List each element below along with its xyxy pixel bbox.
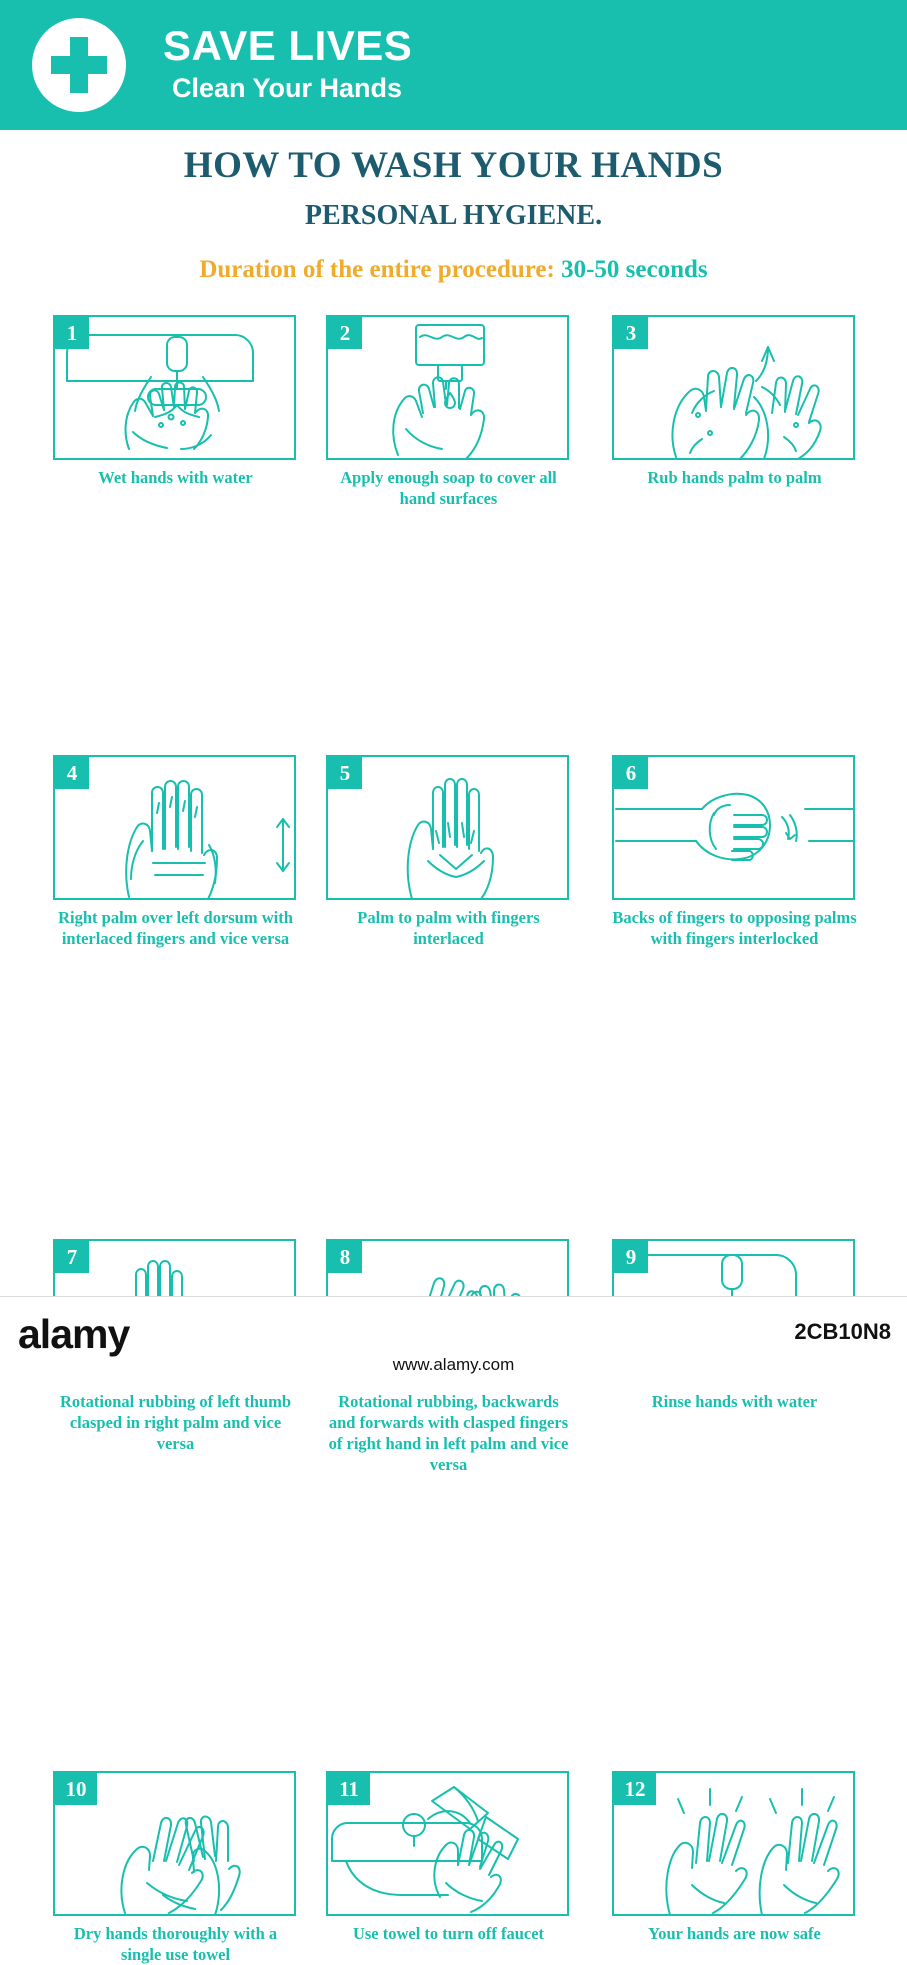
steps-row [0,525,907,948]
step-number-badge: 2 [328,317,362,349]
step-caption: Apply enough soap to cover all hand surfaces [340,468,557,508]
palm-to-palm-rub-icon [614,317,855,460]
step-illustration-3 [612,315,855,460]
step-illustration-2 [326,315,569,460]
step-number-badge: 12 [614,1773,656,1805]
duration-value: 30-50 seconds [561,256,708,283]
step-illustration-11 [326,1771,569,1916]
step-illustration-10 [53,1771,296,1916]
steps-row [0,305,907,525]
step-caption: Rub hands palm to palm [647,468,822,487]
step-caption: Rotational rubbing, backwards and forwards with clasped fingers of right hand in left palm and vice versa [328,1392,569,1474]
step-number-badge: 4 [55,757,89,789]
alamy-logo: alamy [18,1311,130,1357]
step-number-badge: 5 [328,757,362,789]
duration-line [0,256,907,284]
page-title: HOW TO WASH YOUR HANDS [183,145,724,186]
step-caption: Palm to palm with fingers interlaced [357,908,540,948]
step-card-11 [326,1771,571,1944]
step-caption: Right palm over left dorsum with interlaced fingers and vice versa [58,908,293,948]
step-card-1 [53,315,298,488]
header-title: SAVE LIVES [163,22,413,69]
step-number-badge: 9 [614,1241,648,1273]
duration-label: Duration of the entire procedure: [199,256,555,283]
website-url: www.alamy.com [392,1355,515,1374]
step-number-badge: 11 [328,1773,370,1805]
stock-footer [0,1296,907,1391]
step-card-10 [53,1771,298,1965]
step-card-12 [612,1771,857,1944]
image-id: 2CB10N8 [794,1319,891,1344]
step-number-badge: 6 [614,757,648,789]
step-caption: Use towel to turn off faucet [352,1924,545,1943]
step-card-3 [612,315,857,488]
step-illustration-12 [612,1771,855,1916]
step-caption: Your hands are now safe [648,1924,821,1943]
step-caption: Wet hands with water [98,468,253,487]
step-number-badge: 10 [55,1773,97,1805]
step-illustration-1 [53,315,296,460]
step-caption: Rinse hands with water [651,1392,818,1411]
step-card-2 [326,315,571,509]
step-caption: Dry hands thoroughly with a single use towel [73,1924,278,1964]
step-number-badge: 8 [328,1241,362,1273]
step-caption: Backs of fingers to opposing palms with fingers interlocked [612,908,857,948]
soap-dispenser-hand-icon [328,317,569,460]
step-number-badge: 3 [614,317,648,349]
step-caption: Rotational rubbing of left thumb clasped in right palm and vice versa [59,1392,292,1453]
hands-under-running-water-icon [55,317,296,460]
header-subtitle: Clean Your Hands [172,73,403,103]
step-number-badge: 1 [55,317,89,349]
step-number-badge: 7 [55,1241,89,1273]
page-subtitle: PERSONAL HYGIENE. [304,200,603,231]
